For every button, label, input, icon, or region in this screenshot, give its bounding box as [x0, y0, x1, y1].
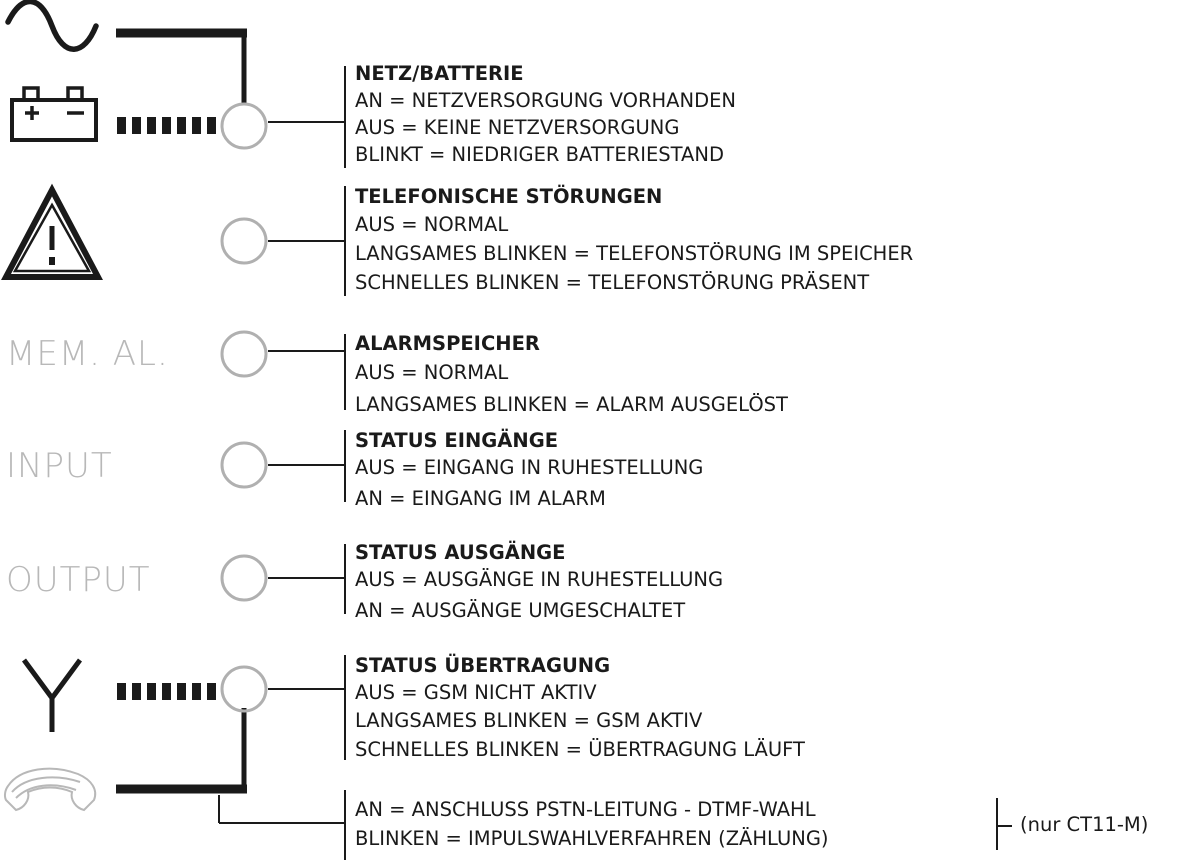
- section-line: AUS = NORMAL: [355, 213, 509, 236]
- section-line: AN = NETZVERSORGUNG VORHANDEN: [355, 89, 737, 112]
- section-line: AUS = AUSGÄNGE IN RUHESTELLUNG: [355, 568, 724, 591]
- footnote: (nur CT11-M): [1020, 813, 1149, 836]
- section-line: AN = AUSGÄNGE UMGESCHALTET: [355, 599, 686, 622]
- led-power: [222, 104, 266, 148]
- section-line: AUS = GSM NICHT AKTIV: [355, 681, 597, 704]
- section-line: AN = ANSCHLUSS PSTN-LEITUNG - DTMF-WAHL: [355, 798, 816, 821]
- led-indicators: [222, 104, 266, 711]
- warning-triangle-icon: [6, 190, 98, 277]
- section-line: AUS = KEINE NETZVERSORGUNG: [355, 116, 680, 139]
- section-line: AN = EINGANG IM ALARM: [355, 487, 606, 510]
- mains-connector: [116, 29, 247, 105]
- section-line: AUS = NORMAL: [355, 361, 509, 384]
- led-alarm-memory: [222, 332, 266, 376]
- antenna-icon: [24, 660, 80, 732]
- section-line: AUS = EINGANG IN RUHESTELLUNG: [355, 456, 704, 479]
- section-title: STATUS EINGÄNGE: [355, 429, 559, 452]
- icon-label-output: OUTPUT: [6, 560, 151, 600]
- antenna-dashes: [117, 683, 216, 700]
- section-line: LANGSAMES BLINKEN = ALARM AUSGELÖST: [355, 393, 788, 416]
- section-title: STATUS ÜBERTRAGUNG: [355, 654, 611, 677]
- section-title: NETZ/BATTERIE: [355, 62, 524, 85]
- led-telephone-fault: [222, 219, 266, 263]
- section-line: LANGSAMES BLINKEN = TELEFONSTÖRUNG IM SPEICHER: [355, 242, 914, 265]
- battery-dashes: [117, 117, 216, 134]
- led-inputs: [222, 443, 266, 487]
- icon-label-mem: MEM. AL.: [6, 334, 169, 374]
- battery-icon: [12, 88, 96, 140]
- led-transmission: [222, 667, 266, 711]
- section-line: BLINKT = NIEDRIGER BATTERIESTAND: [355, 143, 724, 166]
- pstn-connector: [116, 708, 247, 793]
- led-outputs: [222, 556, 266, 600]
- section-line: SCHNELLES BLINKEN = TELEFONSTÖRUNG PRÄSENT: [355, 271, 870, 294]
- section-title: ALARMSPEICHER: [355, 332, 540, 355]
- section-title: STATUS AUSGÄNGE: [355, 541, 566, 564]
- sine-wave-icon: [8, 1, 96, 49]
- section-line: LANGSAMES BLINKEN = GSM AKTIV: [355, 709, 703, 732]
- led-leads: [219, 122, 345, 823]
- section-line: BLINKEN = IMPULSWAHLVERFAHREN (ZÄHLUNG): [355, 827, 829, 850]
- telephone-handset-icon: [5, 769, 95, 810]
- icon-label-input: INPUT: [6, 446, 113, 486]
- section-title: TELEFONISCHE STÖRUNGEN: [355, 185, 663, 208]
- footnote-bracket: [997, 798, 1012, 850]
- section-line: SCHNELLES BLINKEN = ÜBERTRAGUNG LÄUFT: [355, 738, 805, 761]
